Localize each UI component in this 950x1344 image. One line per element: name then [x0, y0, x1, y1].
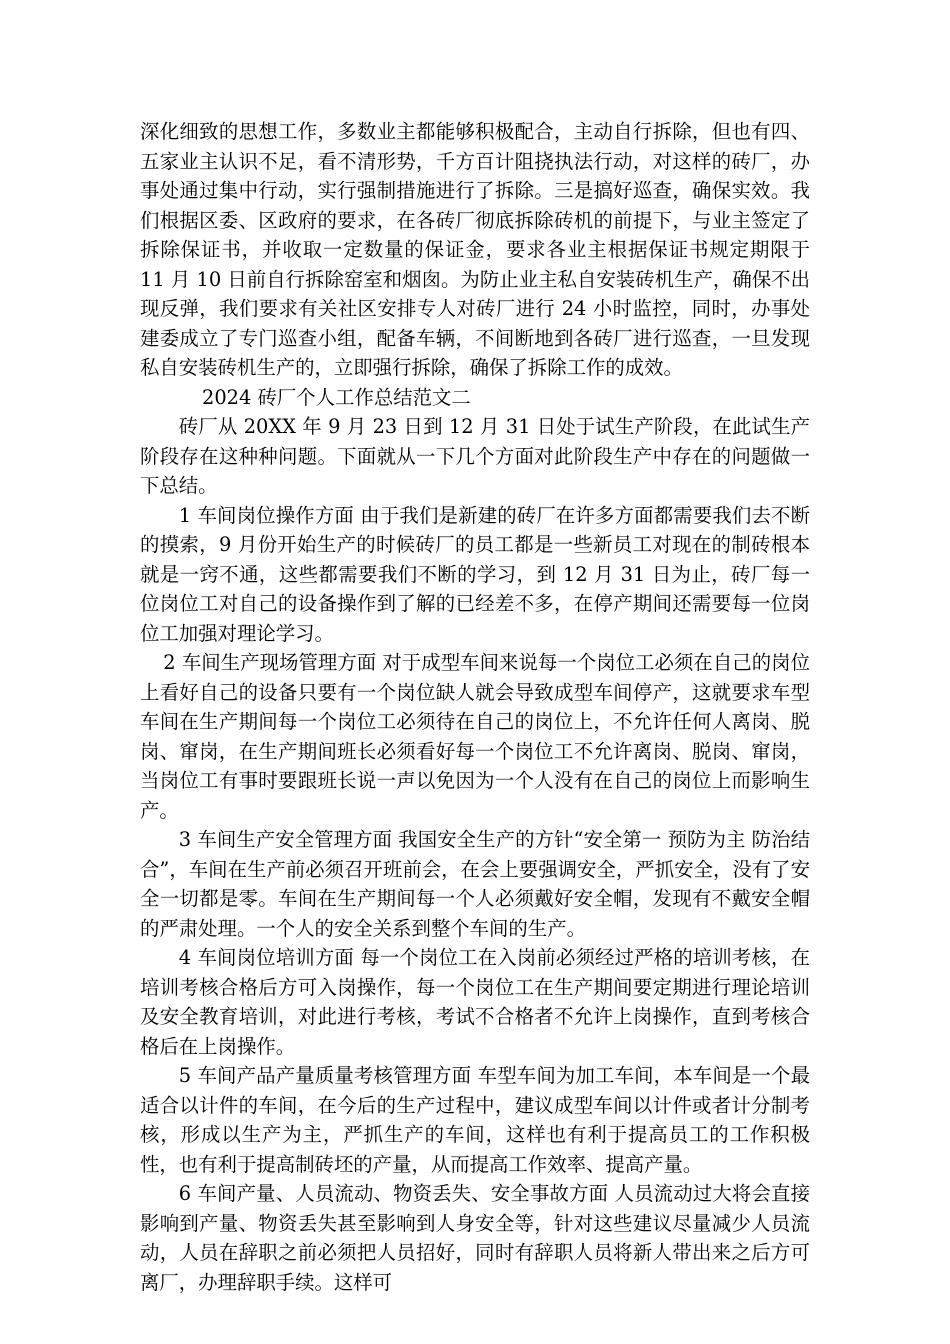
paragraph-item-6: 6 车间产量、人员流动、物资丢失、安全事故方面 人员流动过大将会直接影响到产量、物资丢失甚至影响到人身安全等，针对这些建议尽量减少人员流动，人员在辞职之前必须把人员招好，同时有辞职人员将新人带出来之后方可离厂，办理辞职手续。这样可 — [140, 1182, 810, 1294]
document-page — [140, 117, 810, 1297]
paragraph-item-4: 4 车间岗位培训方面 每一个岗位工在入岗前必须经过严格的培训考核，在培训考核合格后方可入岗操作，每一个岗位工在生产期间要定期进行理论培训及安全教育培训，对此进行考核，考试不合格者不允许上岗操作，直到考核合格后在上岗操作。 — [140, 946, 810, 1058]
paragraph-continuation: 深化细致的思想工作，多数业主都能够积极配合，主动自行拆除，但也有四、五家业主认识不足，看不清形势，千方百计阻挠执法行动，对这样的砖厂，办事处通过集中行动，实行强制措施进行了拆除。三是搞好巡查，确保实效。我们根据区委、区政府的要求，在各砖厂彻底拆除砖机的前提下，与业主签定了拆除保证书，并收取一定数量的保证金，要求各业主根据保证书规定期限于 11 月 10 日前自行拆除窑室和烟囱。为防止业主私自安装砖机生产，确保不出现反弹，我们要求有关社区安排专人对砖厂进行 24 小时监控，同时，办事处建委成立了专门巡查小组，配备车辆，不间断地到各砖厂进行巡查，一旦发现私自安装砖机生产的，立即强行拆除，确保了拆除工作的成效。 — [140, 120, 810, 379]
section-heading: 2024 砖厂个人工作总结范文二 — [202, 385, 471, 409]
paragraph-item-1: 1 车间岗位操作方面 由于我们是新建的砖厂在许多方面都需要我们去不断的摸索，9 月份开始生产的时候砖厂的员工都是一些新员工对现在的制砖根本就是一窍不通，这些都需要我们不断的学习，到 12 月 31 日为止，砖厂每一位岗位工对自己的设备操作到了解的已经差不多，在停产期间还需要每一位岗位工加强对理论学习。 — [140, 503, 810, 645]
paragraph-item-5: 5 车间产品产量质量考核管理方面 车型车间为加工车间，本车间是一个最适合以计件的车间，在今后的生产过程中，建议成型车间以计件或者计分制考核，形成以生产为主，严抓生产的车间，这样也有利于提高员工的工作积极性，也有利于提高制砖坯的产量，从而提高工作效率、提高产量。 — [140, 1064, 810, 1176]
paragraph-intro: 砖厂从 20XX 年 9 月 23 日到 12 月 31 日处于试生产阶段，在此试生产阶段存在这种种问题。下面就从一下几个方面对此阶段生产中存在的问题做一下总结。 — [140, 415, 810, 497]
paragraph-item-2: 2 车间生产现场管理方面 对于成型车间来说每一个岗位工必须在自己的岗位上看好自己的设备只要有一个岗位缺人就会导致成型车间停产，这就要求车型车间在生产期间每一个岗位工必须待在自己的岗位上，不允许任何人离岗、脱岗、窜岗，在生产期间班长必须看好每一个岗位工不允许离岗、脱岗、窜岗，当岗位工有事时要跟班长说一声以免因为一个人没有在自己的岗位上而影响生产。 — [140, 651, 810, 822]
paragraph-item-3: 3 车间生产安全管理方面 我国安全生产的方针“安全第一 预防为主 防治结合”，车间在生产前必须召开班前会，在会上要强调安全，严抓安全，没有了安全一切都是零。车间在生产期间每一个人必须戴好安全帽，发现有不戴安全帽的严肃处理。一个人的安全关系到整个车间的生产。 — [140, 828, 810, 940]
